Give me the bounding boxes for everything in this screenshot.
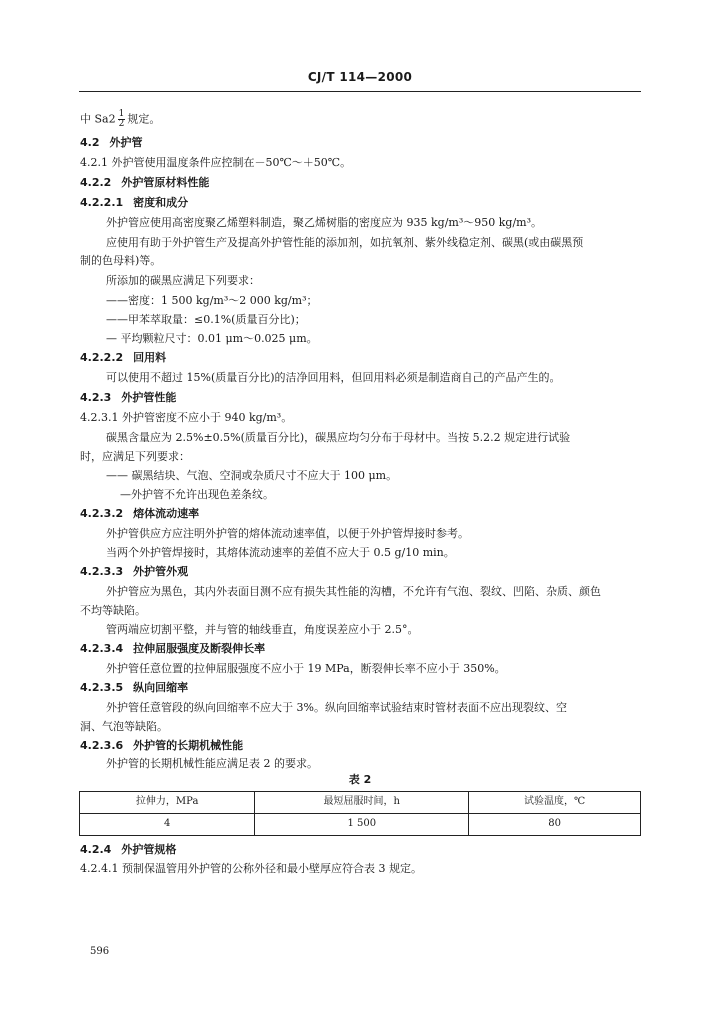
- heading-number: 4.2.2.2: [80, 351, 124, 364]
- heading-title: 外护管规格: [121, 843, 177, 856]
- fraction: [118, 110, 126, 129]
- heading-title: 外护管性能: [121, 391, 177, 404]
- heading-4-2-4: [80, 843, 176, 857]
- body-line: 可以使用不超过 15%(质量百分比)的洁净回用料，但回用料必须是制造商自己的产品产生的。: [106, 371, 561, 384]
- list-item: —外护管不允许出现色差条纹。: [120, 488, 274, 501]
- table-caption: 表 2: [348, 773, 372, 786]
- clause-4-2-4-1: 4.2.4.1 预制保温管用外护管的公称外径和最小壁厚应符合表 3 规定。: [80, 862, 422, 875]
- body-line: 碳黑含量应为 2.5%±0.5%(质量百分比)，碳黑应均匀分布于母材中。当按 5.2.2 规定进行试验: [106, 431, 571, 444]
- heading-title: 外护管外观: [133, 565, 189, 578]
- continuation-line: [80, 110, 160, 129]
- heading-4-2-3-2: [80, 507, 199, 521]
- heading-number: 4.2.4: [80, 843, 112, 856]
- heading-number: 4.2.3.6: [80, 739, 124, 752]
- heading-4-2-3-5: [80, 681, 188, 695]
- heading-4-2-2-1: [80, 196, 188, 210]
- table-cell: 1 500: [255, 814, 469, 836]
- heading-number: 4.2.2: [80, 176, 112, 189]
- body-line: 外护管应为黑色，其内外表面目测不应有损失其性能的沟槽，不允许有气泡、裂纹、凹陷、杂质、颜色: [106, 585, 601, 598]
- list-item: — 平均颗粒尺寸：0.01 μm～0.025 μm。: [106, 332, 318, 345]
- heading-title: 回用料: [133, 351, 167, 364]
- table-header-cell: 拉伸力，MPa: [80, 792, 255, 814]
- body-line: 制的色母料)等。: [80, 254, 162, 267]
- fraction-numerator: 1: [118, 109, 125, 119]
- clause-4-2-1: 4.2.1 外护管使用温度条件应控制在－50℃～＋50℃。: [80, 156, 352, 169]
- body-line: 洞、气泡等缺陷。: [80, 720, 168, 733]
- list-item: ——甲苯萃取量：≤0.1%(质量百分比)；: [106, 313, 306, 326]
- heading-number: 4.2.2.1: [80, 196, 124, 209]
- heading-number: 4.2.3.2: [80, 507, 124, 520]
- heading-title: 外护管原材料性能: [121, 176, 210, 189]
- body-line: 当两个外护管焊接时，其熔体流动速率的差值不应大于 0.5 g/10 min。: [106, 546, 455, 559]
- table-cell: 80: [469, 814, 641, 836]
- page-header-code: CJ/T 114—2000: [307, 70, 413, 84]
- heading-title: 外护管的长期机械性能: [133, 739, 244, 752]
- heading-4-2-3: [80, 391, 176, 405]
- table-header-cell: 最短屈服时间，h: [255, 792, 469, 814]
- body-line: 管两端应切割平整，并与管的轴线垂直，角度误差应小于 2.5°。: [106, 623, 419, 636]
- heading-4-2-2-2: [80, 351, 166, 365]
- text-post: 规定。: [127, 112, 161, 126]
- table-2: [79, 791, 641, 836]
- table-row: [80, 814, 641, 836]
- list-item: ——密度：1 500 kg/m³～2 000 kg/m³；: [106, 294, 318, 307]
- table-header-row: [80, 792, 641, 814]
- body-line: 外护管任意位置的拉伸屈服强度不应小于 19 MPa，断裂伸长率不应小于 350%。: [106, 662, 506, 675]
- table-header-cell: 试验温度，℃: [469, 792, 641, 814]
- heading-title: 密度和成分: [133, 196, 189, 209]
- text-pre: 中 Sa2: [80, 112, 116, 126]
- heading-number: 4.2.3: [80, 391, 112, 404]
- heading-4-2-3-4: [80, 642, 265, 656]
- body-line: 不均等缺陷。: [80, 604, 146, 617]
- heading-title: 拉伸屈服强度及断裂伸长率: [133, 642, 266, 655]
- body-line: 外护管应使用高密度聚乙烯塑料制造，聚乙烯树脂的密度应为 935 kg/m³～950 kg/m³。: [106, 216, 542, 229]
- body-line: 应使用有助于外护管生产及提高外护管性能的添加剂，如抗氧剂、紫外线稳定剂、碳黑(或由碳黑预: [106, 236, 584, 249]
- heading-title: 外护管: [109, 136, 143, 149]
- clause-4-2-3-1: 4.2.3.1 外护管密度不应小于 940 kg/m³。: [80, 411, 293, 424]
- fraction-denominator: 2: [118, 119, 125, 129]
- heading-4-2-3-3: [80, 565, 188, 579]
- heading-number: 4.2.3.3: [80, 565, 124, 578]
- body-line: 时，应满足下列要求：: [80, 450, 190, 463]
- page-number: 596: [90, 946, 110, 957]
- heading-4-2-3-6: [80, 739, 243, 753]
- heading-number: 4.2.3.4: [80, 642, 124, 655]
- heading-number: 4.2: [80, 136, 100, 149]
- heading-number: 4.2.3.5: [80, 681, 124, 694]
- body-line: 外护管任意管段的纵向回缩率不应大于 3%。纵向回缩率试验结束时管材表面不应出现裂纹、空: [106, 701, 567, 714]
- list-item: —— 碳黑结块、气泡、空洞或杂质尺寸不应大于 100 μm。: [106, 469, 398, 482]
- body-line: 外护管供应方应注明外护管的熔体流动速率值，以便于外护管焊接时参考。: [106, 527, 469, 540]
- table-cell: 4: [80, 814, 255, 836]
- body-line: 外护管的长期机械性能应满足表 2 的要求。: [106, 757, 318, 770]
- heading-title: 熔体流动速率: [133, 507, 200, 520]
- header-rule: [79, 91, 641, 92]
- heading-4-2: [80, 136, 143, 150]
- heading-title: 纵向回缩率: [133, 681, 189, 694]
- heading-4-2-2: [80, 176, 209, 190]
- body-line: 所添加的碳黑应满足下列要求：: [106, 274, 260, 287]
